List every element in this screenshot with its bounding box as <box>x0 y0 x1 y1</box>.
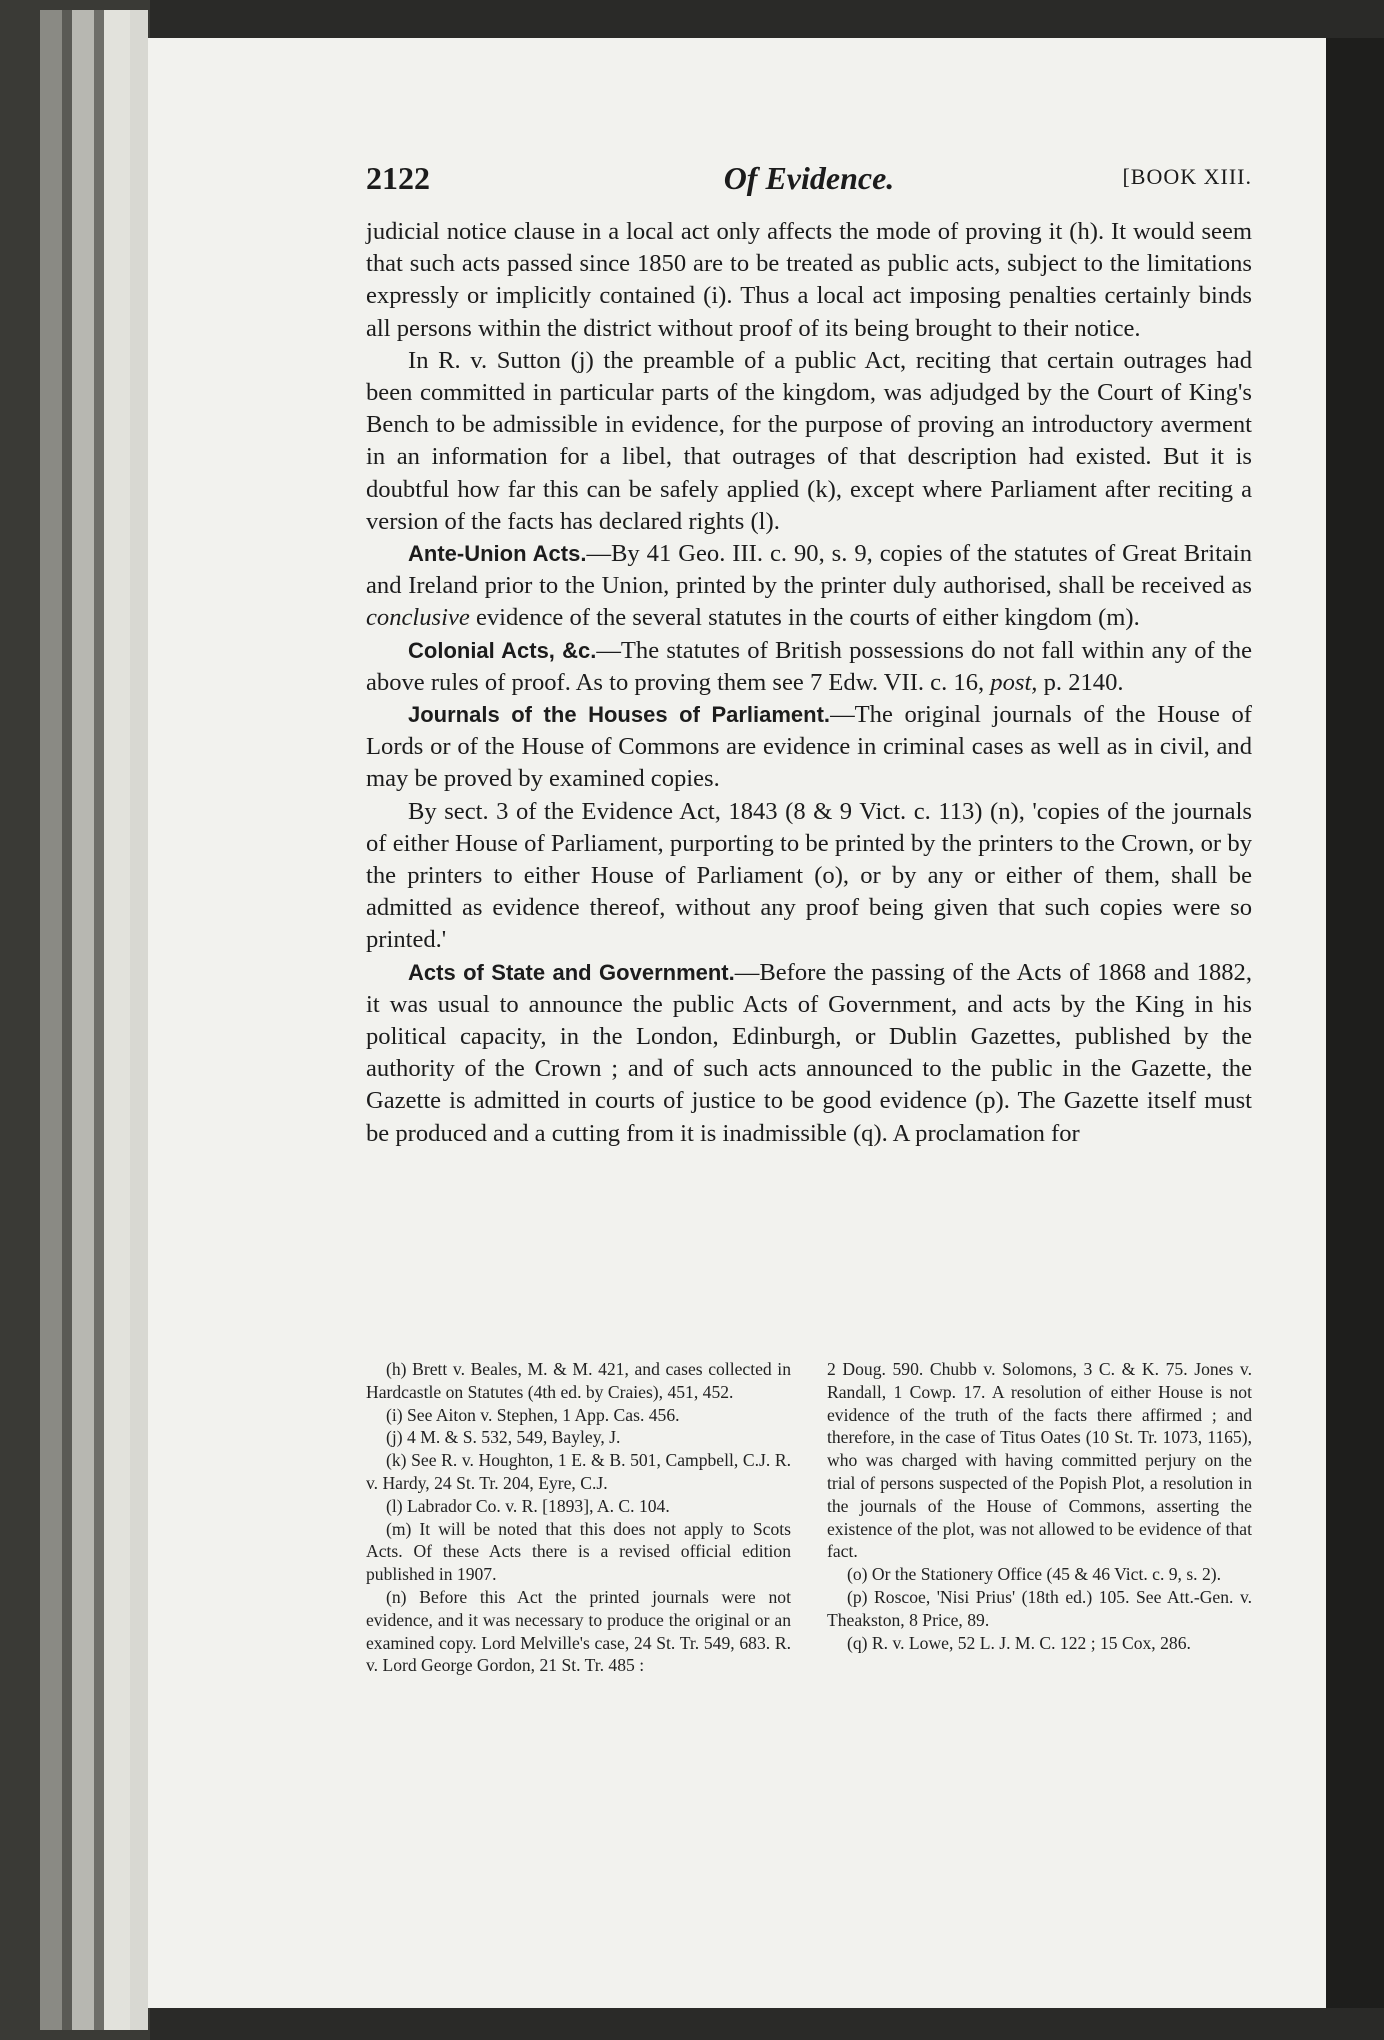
footnote: (i) See Aiton v. Stephen, 1 App. Cas. 456. <box>386 1404 680 1425</box>
page-stack-stripe <box>72 10 94 2030</box>
footnote-continuation: 2 Doug. 590. Chubb v. Solomons, 3 C. & K. 75. Jones v. Randall, 1 Cowp. 17. A resolution of either House is not evidence of the truth of the facts there affirmed ; and therefore, in the case of Titus Oates (10 St. Tr. 1073, 1165), who was charged with having committed perjury on the trial of persons suspected of the Popish Plot, a resolution in the journals of the House of Commons, asserting the existence of the plot, was not allowed to be evidence of that fact. <box>827 1359 1252 1562</box>
section-label: [BOOK XIII. <box>1122 164 1252 189</box>
body-text <box>366 216 1252 1150</box>
paragraph <box>366 699 1252 796</box>
paragraph-text: evidence of the several statutes in the courts of either kingdom (m). <box>469 604 1140 632</box>
paragraph-text: —The statutes of British possessions do not fall within any of the above rules of proof. As to proving them see 7 Edw. VII. c. 16, <box>366 636 1252 696</box>
footnote: (q) R. v. Lowe, 52 L. J. M. C. 122 ; 15 Cox, 286. <box>847 1632 1191 1653</box>
book-edge <box>0 0 150 2040</box>
page-gutter <box>130 10 148 2030</box>
footnotes <box>366 1358 1252 1677</box>
footnote-column-right <box>827 1358 1252 1677</box>
subheading: Colonial Acts, &c. <box>408 637 597 663</box>
footnote: (o) Or the Stationery Office (45 & 46 Vict. c. 9, s. 2). <box>847 1564 1222 1585</box>
emphasis: post, <box>990 668 1038 696</box>
paragraph: In R. v. Sutton (j) the preamble of a public Act, reciting that certain outrages had been committed in particular parts of the kingdom, was adjudged by the Court of King's Bench to be admissible in evidence, for the purpose of proving an introductory averment in an information for a libel, that outrages of that description had existed. But it is doubtful how far this can be safely applied (k), except where Parliament after reciting a version of the facts has declared rights (l). <box>366 346 1252 535</box>
page-header <box>366 160 1252 204</box>
footnote: (l) Labrador Co. v. R. [1893], A. C. 104. <box>386 1495 670 1516</box>
running-title: Of Evidence. <box>723 160 895 196</box>
page-stack-stripe <box>94 10 104 2030</box>
page-content <box>366 160 1252 1150</box>
paragraph-text: —By 41 Geo. III. c. 90, s. 9, copies of the statutes of Great Britain and Ireland prior to the Union, printed by the printer duly authorised, shall be received as <box>366 540 1252 600</box>
paragraph <box>366 957 1252 1150</box>
footnote: (j) 4 M. & S. 532, 549, Bayley, J. <box>386 1427 621 1448</box>
footnote-column-left <box>366 1358 791 1677</box>
paragraph <box>366 635 1252 699</box>
footnote: (n) Before this Act the printed journals were not evidence, and it was necessary to produce the original or an examined copy. Lord Melville's case, 24 St. Tr. 549, 683. R. v. Lord George Gordon, 21 St. Tr. 485 : <box>366 1586 791 1676</box>
page-stack-stripe <box>104 10 130 2030</box>
subheading: Journals of the Houses of Parliament. <box>408 702 831 728</box>
footnote: (k) See R. v. Houghton, 1 E. & B. 501, Campbell, C.J. R. v. Hardy, 24 St. Tr. 204, Eyre, C.J. <box>366 1450 791 1493</box>
page-number: 2122 <box>366 160 430 196</box>
paragraph-text: —The original journals of the House of Lords or of the House of Commons are evidence in criminal cases as well as in civil, and may be proved by examined copies. <box>366 701 1252 793</box>
subheading: Acts of State and Government. <box>408 959 735 985</box>
footnote: (p) Roscoe, 'Nisi Prius' (18th ed.) 105. See Att.-Gen. v. Theakston, 8 Price, 89. <box>827 1586 1252 1630</box>
page-stack-stripe <box>40 10 62 2030</box>
page-shadow <box>1326 38 1384 2008</box>
paragraph-text: —Before the passing of the Acts of 1868 and 1882, it was usual to announce the public Acts of Government, and acts by the King in his political capacity, in the London, Edinburgh, or Dublin Gazettes, published by the authority of the Crown ; and of such acts announced to the public in the Gazette, the Gazette is admitted in courts of justice to be good evidence (p). The Gazette itself must be produced and a cutting from it is inadmissible (q). A proclamation for <box>366 958 1252 1147</box>
paragraph-text: p. 2140. <box>1037 668 1124 696</box>
paragraph: judicial notice clause in a local act only affects the mode of proving it (h). It would seem that such acts passed since 1850 are to be treated as public acts, subject to the limitations expressly or implicitly contained (i). Thus a local act imposing penalties certainly binds all persons within the district without proof of its being brought to their notice. <box>366 218 1252 342</box>
footnote: (m) It will be noted that this does not apply to Scots Acts. Of these Acts there is a revised official edition published in 1907. <box>366 1518 791 1585</box>
page-stack-stripe <box>62 10 72 2030</box>
footnote: (h) Brett v. Beales, M. & M. 421, and cases collected in Hardcastle on Statutes (4th ed. by Craies), 451, 452. <box>366 1359 791 1402</box>
subheading: Ante-Union Acts. <box>408 541 587 567</box>
paragraph: By sect. 3 of the Evidence Act, 1843 (8 & 9 Vict. c. 113) (n), 'copies of the journals of either House of Parliament, purporting to be printed by the printers to the Crown, or by the printers to either House of Parliament (o), or by any or either of them, shall be admitted as evidence thereof, without any proof being given that such copies were so printed.' <box>366 797 1252 954</box>
paragraph <box>366 538 1252 635</box>
emphasis: conclusive <box>366 604 470 632</box>
